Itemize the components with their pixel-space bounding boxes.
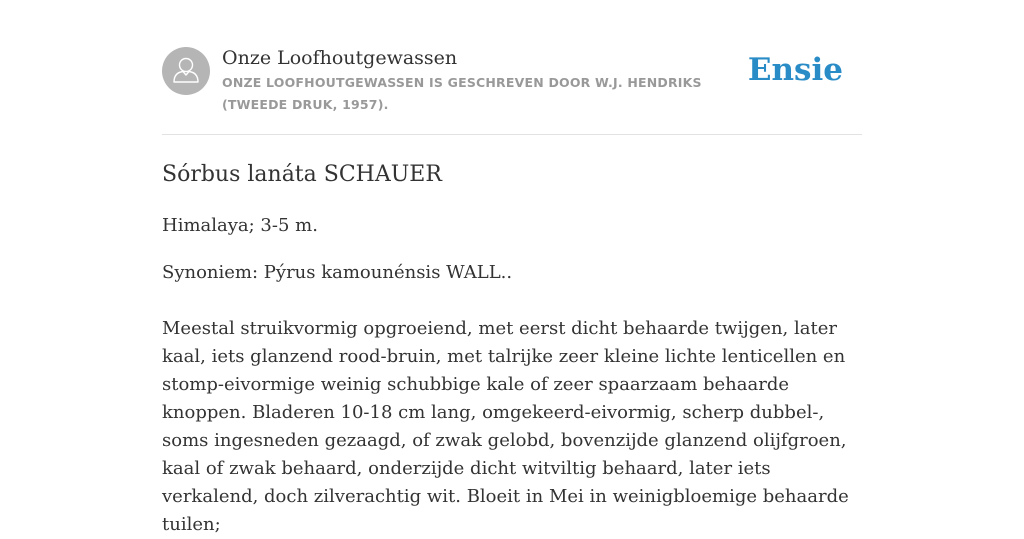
book-title[interactable]: Onze Loofhoutgewassen [222, 47, 458, 69]
page-container [162, 0, 862, 535]
user-avatar-icon[interactable] [162, 47, 210, 95]
entry-title: Sórbus lanáta SCHAUER [162, 162, 442, 187]
book-header [162, 0, 862, 135]
entry-paragraph-origin: Himalaya; 3-5 m. [162, 215, 318, 236]
ensie-logo[interactable]: Ensie [747, 52, 843, 88]
entry-paragraph-description: Meestal struikvormig opgroeiend, met eerst dicht behaarde twijgen, later kaal, iets glanzend rood-bruin, met talrijke zeer kleine lichte lenticellen en stomp-eivormige weinig schubbige kale of zeer spaarzaam behaarde knoppen. Bladeren 10-18 cm lang, omgekeerd-eivormig, scherp dubbel-, soms ingesneden gezaagd, of zwak gelobd, bovenzijde glanzend olijfgroen, kaal of zwak behaard, onderzijde dicht witviltig behaard, later iets verkalend, doch zilverachtig wit. Bloeit in Mei in weinigbloemige behaarde tuilen; [162, 318, 849, 535]
book-subtitle: ONZE LOOFHOUTGEWASSEN IS GESCHREVEN DOOR W.J. HENDRIKS (TWEEDE DRUK, 1957). [222, 75, 702, 112]
entry-paragraph-synonym: Synoniem: Pýrus kamounénsis WALL.. [162, 262, 513, 283]
